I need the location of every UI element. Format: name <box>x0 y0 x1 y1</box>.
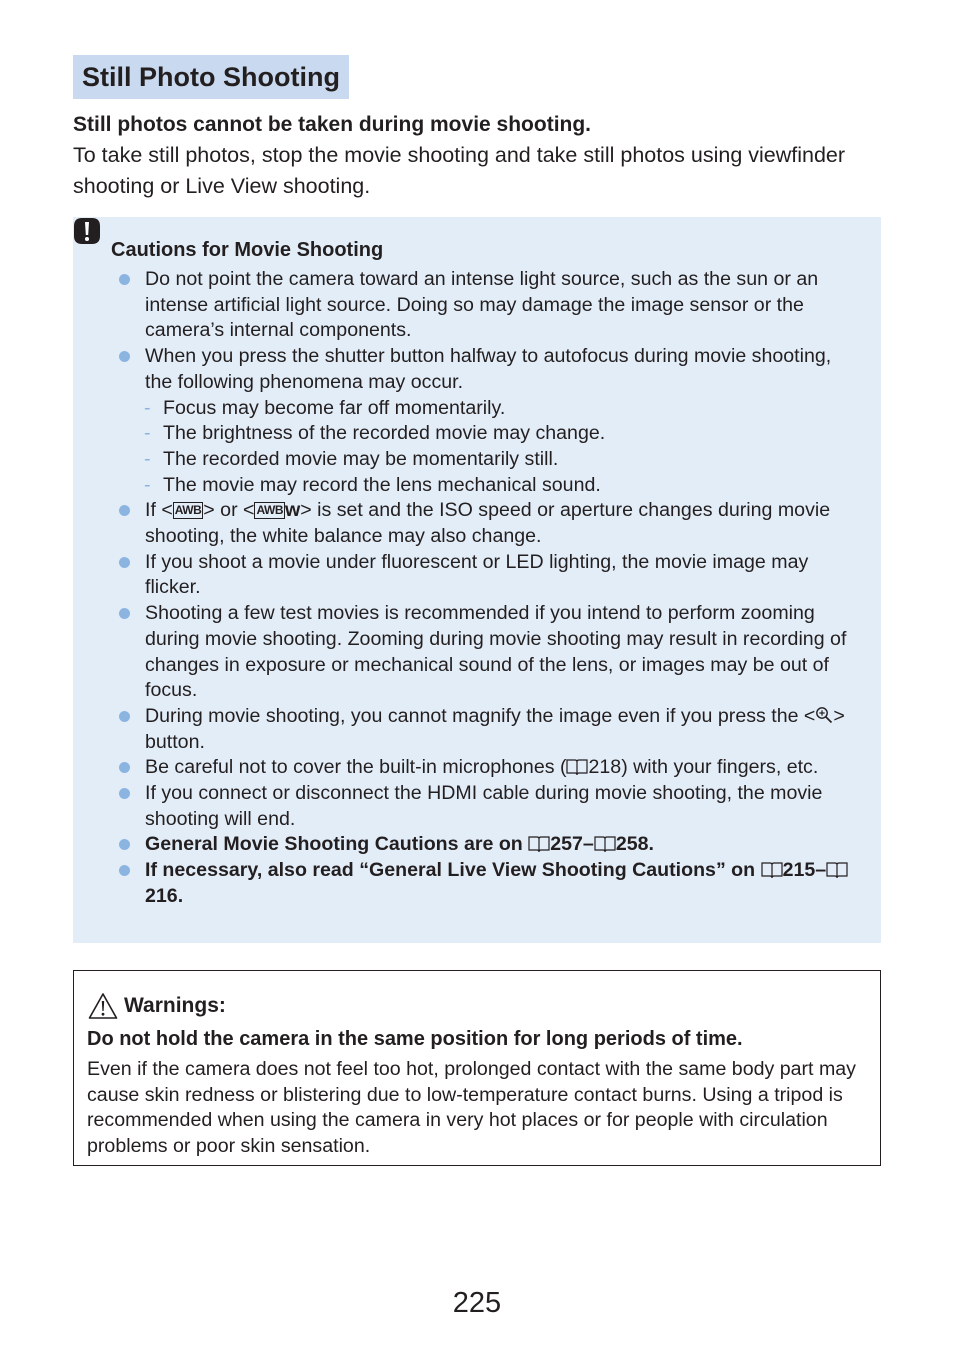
warnings-lead: Do not hold the camera in the same position for long periods of time. <box>87 1028 743 1050</box>
intro-lead: Still photos cannot be taken during movie shooting. <box>73 113 592 136</box>
caution-item: Shooting a few test movies is recommended if you intend to perform zooming during movie shooting. Zooming during movie shooting may result in recording of changes in exposure or mechanical sound of the lens, or images may be out of focus. <box>73 601 881 704</box>
caution-item: When you press the shutter button halfway to autofocus during movie shooting, the following phenomena may occur. <box>73 344 881 395</box>
subitem-text: The brightness of the recorded movie may change. <box>163 422 606 445</box>
book-reference-icon <box>528 835 550 853</box>
caution-subitem <box>73 396 881 422</box>
intro-body: To take still photos, stop the movie shooting and take still photos using viewfinder shooting or Live View shooting. <box>73 143 846 198</box>
page-ref[interactable]: 218 <box>588 756 622 779</box>
caution-item <box>73 704 881 755</box>
caution-item: If you connect or disconnect the HDMI cable during movie shooting, the movie shooting will end. <box>73 781 881 832</box>
cautions-list <box>73 267 881 910</box>
awb-icon: AWB <box>174 503 202 518</box>
caution-item <box>73 858 881 909</box>
text-span: . <box>648 833 654 856</box>
caution-subitem <box>73 473 881 499</box>
cautions-box <box>73 217 881 943</box>
text-span: > or < <box>203 499 255 522</box>
text-span: ) with your fingers, etc. <box>621 756 819 779</box>
text-span: . <box>177 884 184 907</box>
page-ref[interactable]: 215 <box>782 859 816 882</box>
book-reference-icon <box>826 861 848 879</box>
text-span: General Movie Shooting Cautions are on <box>145 833 529 856</box>
caution-item <box>73 832 881 858</box>
caution-item: If you shoot a movie under fluorescent or LED lighting, the movie image may flicker. <box>73 550 881 601</box>
page-ref[interactable]: 216 <box>145 884 178 907</box>
intro <box>73 111 873 202</box>
book-reference-icon <box>566 758 588 776</box>
caution-item <box>73 755 881 781</box>
dash-mark: - <box>144 422 151 445</box>
text-span: – <box>582 833 594 856</box>
dash-mark: - <box>144 473 151 496</box>
subitem-text: The movie may record the lens mechanical sound. <box>163 473 601 496</box>
caution-item: Do not point the camera toward an intense light source, such as the sun or an intense artificial light source. Doing so may damage the image sensor or the camera’s internal components. <box>73 267 881 344</box>
text-span: – <box>815 859 827 882</box>
text-span: Be careful not to cover the built-in microphones ( <box>145 756 567 779</box>
dash-mark: - <box>144 447 151 470</box>
awb-icon: AWB <box>256 503 283 518</box>
cautions-title: Cautions for Movie Shooting <box>111 239 384 261</box>
text-span: > is set and the ISO speed or aperture changes during movie shooting, the white balance may also change. <box>145 499 831 548</box>
text-span: > button. <box>145 704 845 753</box>
warnings-body: Even if the camera does not feel too hot, prolonged contact with the same body part may cause skin redness or blistering due to low-temperature contact burns. Using a tripod is recommended when using the camera in very hot places or for people with circulation problems or poor skin sensation. <box>87 1058 856 1158</box>
caution-icon <box>73 217 101 245</box>
page-ref[interactable]: 258 <box>615 833 649 856</box>
warnings-title: Warnings: <box>124 994 226 1017</box>
warning-triangle-icon <box>88 992 118 1020</box>
book-reference-icon <box>594 835 616 853</box>
text-span: If necessary, also read “General Live View Shooting Cautions” on <box>145 859 761 882</box>
subitem-text: Focus may become far off momentarily. <box>163 396 506 419</box>
warnings-box <box>73 970 881 1166</box>
magnify-icon <box>815 706 833 724</box>
section-title-bar <box>73 55 349 99</box>
section-title: Still Photo Shooting <box>82 62 340 92</box>
text-span: If < <box>145 499 173 522</box>
page-ref[interactable]: 257 <box>550 833 583 856</box>
caution-subitem <box>73 447 881 473</box>
book-reference-icon <box>761 861 783 879</box>
awb-w-suffix: w <box>284 499 301 522</box>
subitem-text: The recorded movie may be momentarily still. <box>163 447 559 470</box>
dash-mark: - <box>144 396 151 419</box>
text-span: During movie shooting, you cannot magnify the image even if you press the < <box>145 704 816 727</box>
page-number: 225 <box>452 1287 502 1319</box>
caution-item <box>73 498 881 549</box>
caution-subitem <box>73 421 881 447</box>
warnings-header <box>88 991 226 1021</box>
